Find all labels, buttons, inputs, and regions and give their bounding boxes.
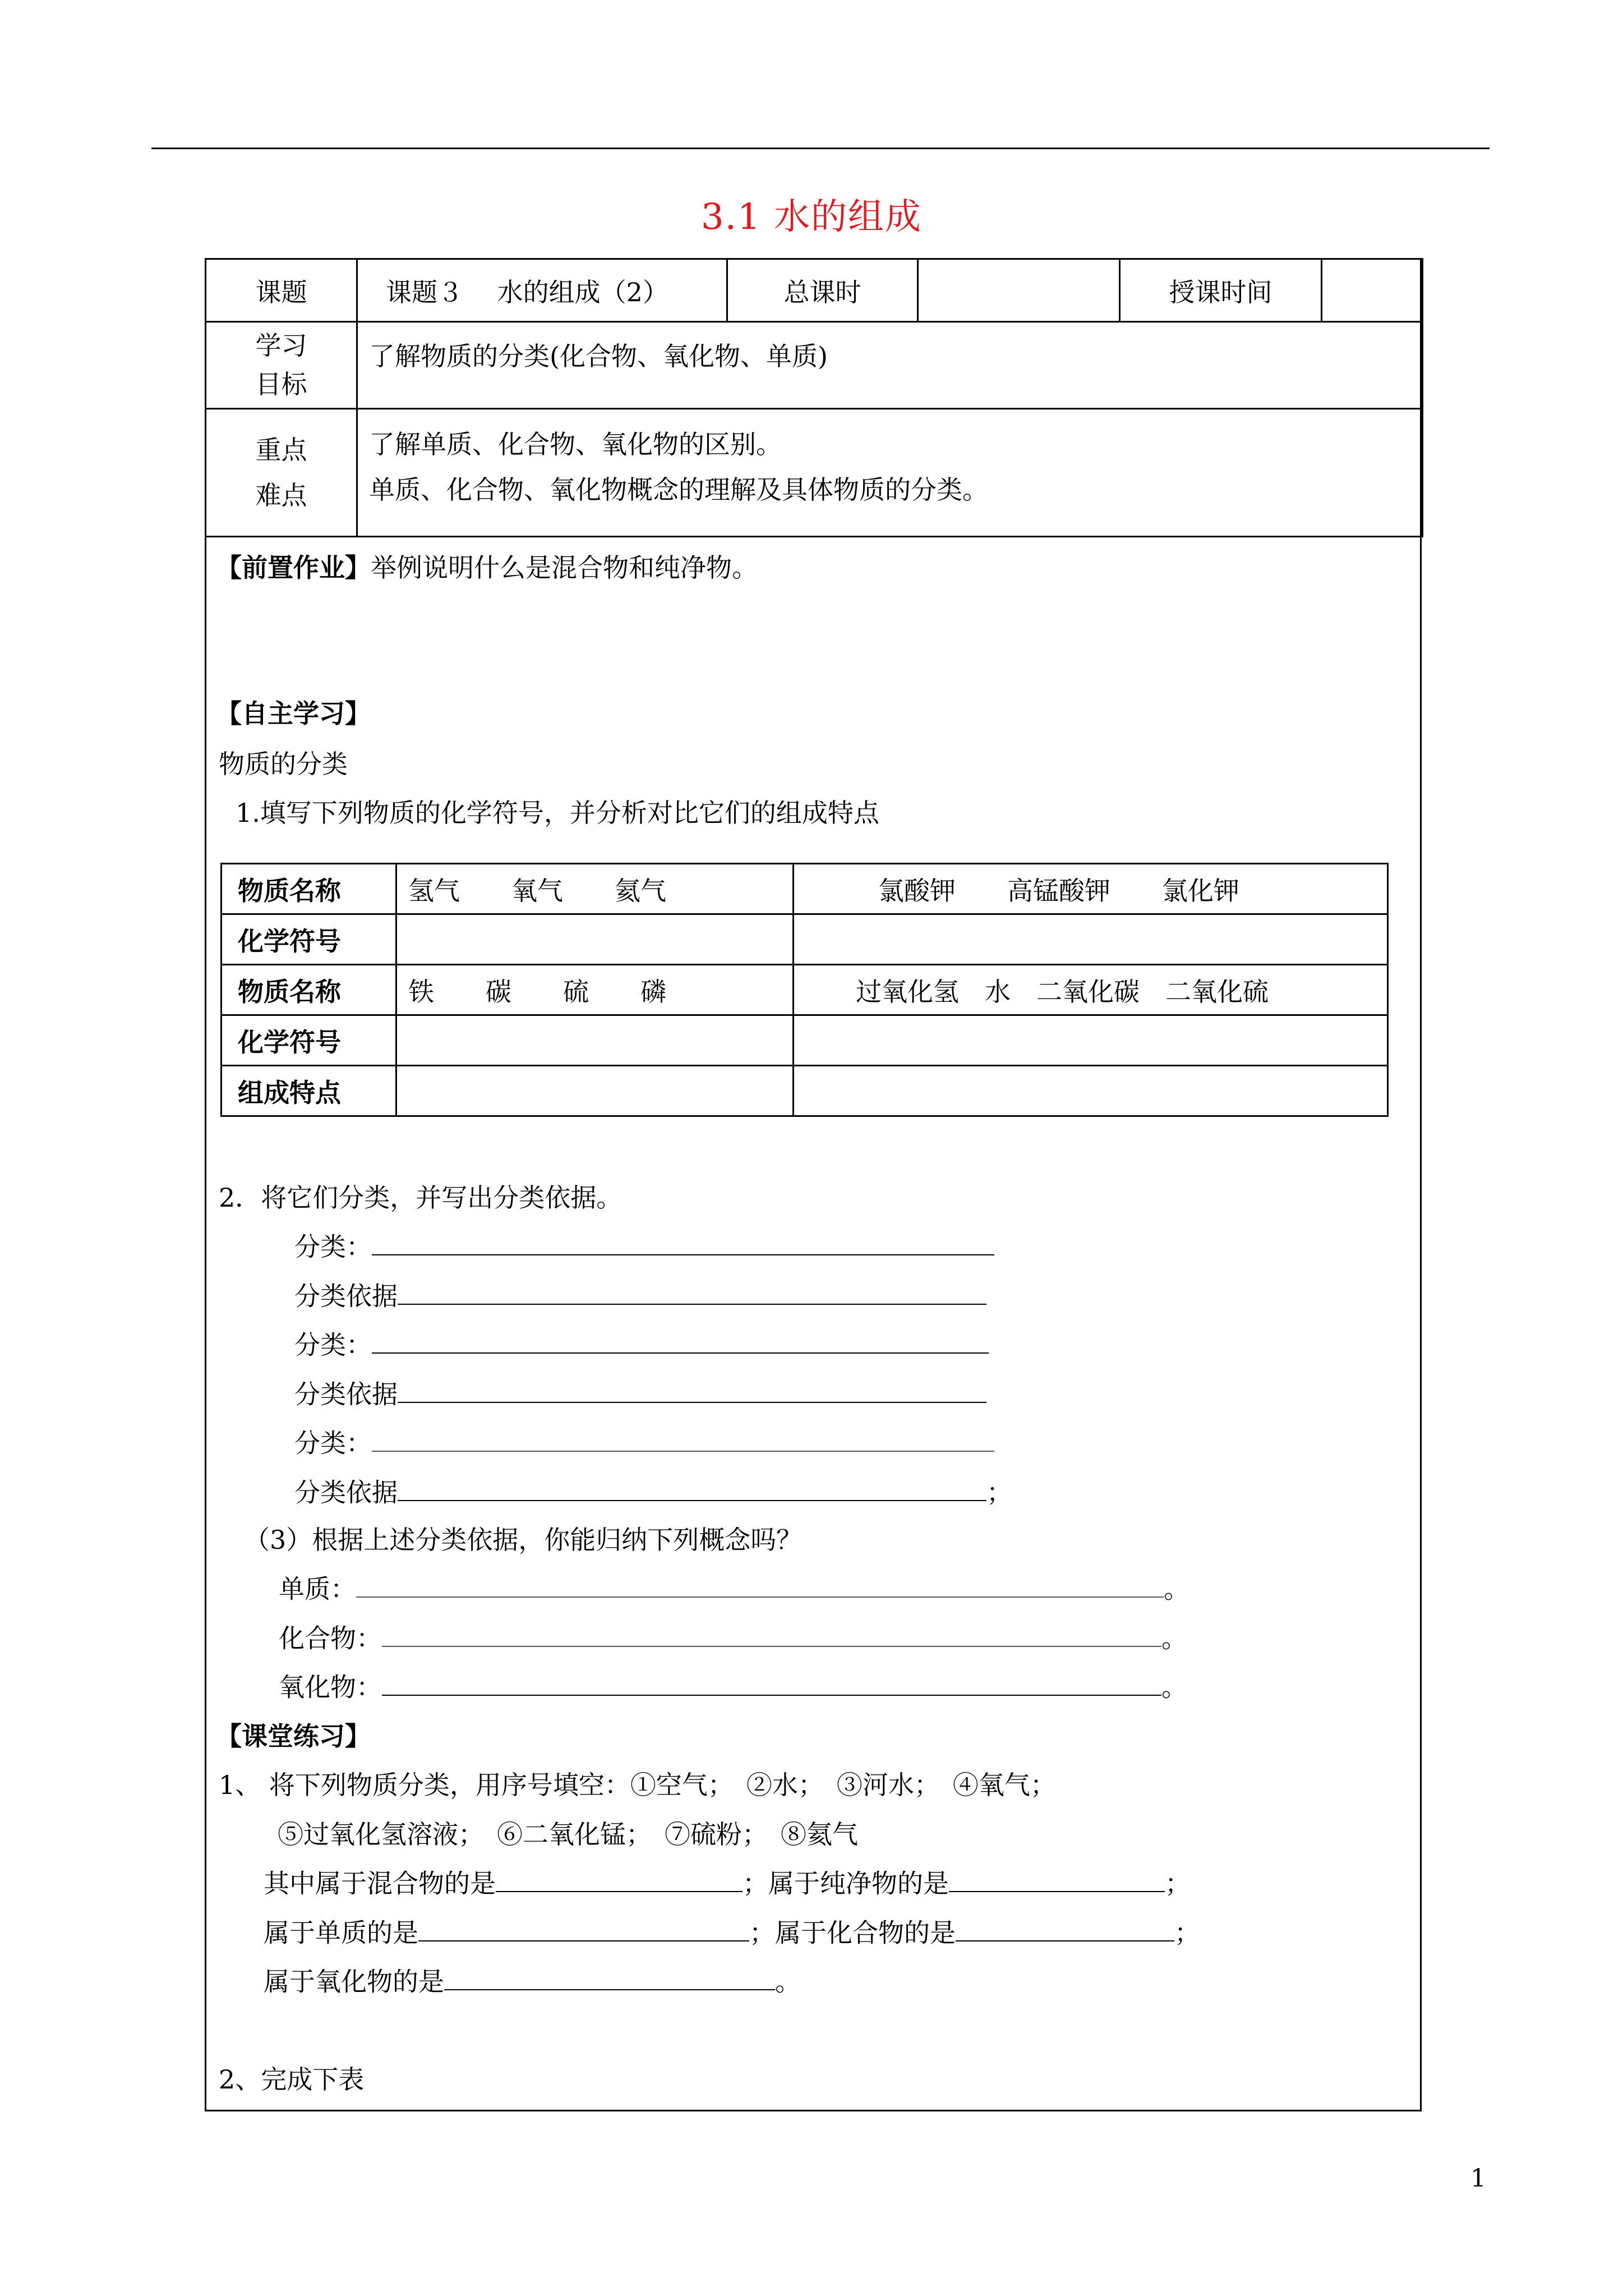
substances-elements-1: 氢气 氧气 氦气 [396,864,794,914]
concept-oxide-blank[interactable] [382,1672,1161,1696]
element-blank[interactable] [418,1917,749,1941]
feature-input-a[interactable] [396,1066,794,1116]
substances-compounds-2: 过氧化氢 水 二氧化碳 二氧化硫 [794,965,1388,1015]
mixture-blank[interactable] [496,1868,743,1892]
page-title: 3.1 水的组成 [700,196,923,238]
question-3: （3）根据上述分类依据，你能归纳下列概念吗？ [244,1525,803,1555]
header-rule [151,148,1490,149]
basis-row-1: 分类依据 [294,1281,986,1312]
practice-line-3: 属于氧化物的是 。 [264,1966,801,1997]
practice-question-1-items: ⑤过氧化氢溶液； ⑥二氧化锰； ⑦硫粉； ⑧氦气 [278,1819,858,1849]
question-1: 1.填写下列物质的化学符号，并分析对比它们的组成特点 [236,798,879,828]
topic-label: 课题 [206,259,357,322]
concept-compound-blank[interactable] [382,1623,1161,1647]
symbol-input-1b[interactable] [794,914,1388,965]
key-label: 重点 难点 [206,409,357,537]
practice-heading: 【课堂练习】 [216,1721,371,1751]
compound-blank[interactable] [956,1917,1174,1941]
substances-compounds-1: 氯酸钾 高锰酸钾 氯化钾 [794,864,1388,914]
practice-line-2: 属于单质的是 ；属于化合物的是 ； [264,1917,1200,1948]
classification-subtitle: 物质的分类 [219,749,348,779]
oxide-blank[interactable] [444,1966,775,1990]
self-study-heading: 【自主学习】 [216,698,371,729]
symbol-input-2a[interactable] [396,1015,794,1066]
topic-value: 课题３ 水的组成（2） [357,259,727,322]
practice-question-2: 2、完成下表 [219,2064,365,2095]
pure-substance-blank[interactable] [949,1868,1165,1892]
substances-elements-2: 铁 碳 硫 磷 [396,965,794,1015]
basis-row-3: 分类依据 ； [294,1477,1012,1508]
basis-blank-3[interactable] [398,1477,986,1501]
row-name-label-1: 物质名称 [222,864,396,914]
concept-element: 单质： 。 [279,1573,1189,1604]
basis-blank-2[interactable] [398,1379,986,1403]
pre-homework: 【前置作业】举例说明什么是混合物和纯净物。 [216,553,758,583]
symbol-input-2b[interactable] [794,1015,1388,1066]
question-2: 2．将它们分类，并写出分类依据。 [219,1182,623,1213]
basis-row-2: 分类依据 [294,1379,986,1410]
class-time-label: 授课时间 [1120,259,1322,322]
goal-label: 学习 目标 [206,322,357,409]
row-symbol-label-1: 化学符号 [222,914,396,965]
classify-row-2: 分类： [294,1329,989,1361]
row-symbol-label-2: 化学符号 [222,1015,396,1066]
page-number: 1 [1470,2164,1486,2193]
classify-blank-2[interactable] [372,1329,989,1354]
practice-question-1: 1、 将下列物质分类，用序号填空：①空气； ②水； ③河水； ④氧气； [219,1770,1056,1800]
total-hours-label: 总课时 [727,259,918,322]
substance-table [220,863,1389,1117]
row-name-label-2: 物质名称 [222,965,396,1015]
key-text: 了解单质、化合物、氧化物的区别。 单质、化合物、氧化物概念的理解及具体物质的分类。 [357,409,1423,537]
concept-compound: 化合物： 。 [279,1623,1187,1654]
goal-text: 了解物质的分类(化合物、氧化物、单质) [357,322,1423,409]
classify-blank-1[interactable] [372,1231,994,1255]
symbol-input-1a[interactable] [396,914,794,965]
classify-blank-3[interactable] [372,1428,994,1452]
classify-row-1: 分类： [294,1231,994,1263]
concept-element-blank[interactable] [356,1573,1164,1598]
feature-input-b[interactable] [794,1066,1388,1116]
classify-row-3: 分类： [294,1428,994,1459]
basis-blank-1[interactable] [398,1281,986,1305]
concept-oxide: 氧化物： 。 [279,1672,1187,1703]
row-feature-label: 组成特点 [222,1066,396,1116]
practice-line-1: 其中属于混合物的是 ；属于纯净物的是 ； [264,1868,1191,1899]
